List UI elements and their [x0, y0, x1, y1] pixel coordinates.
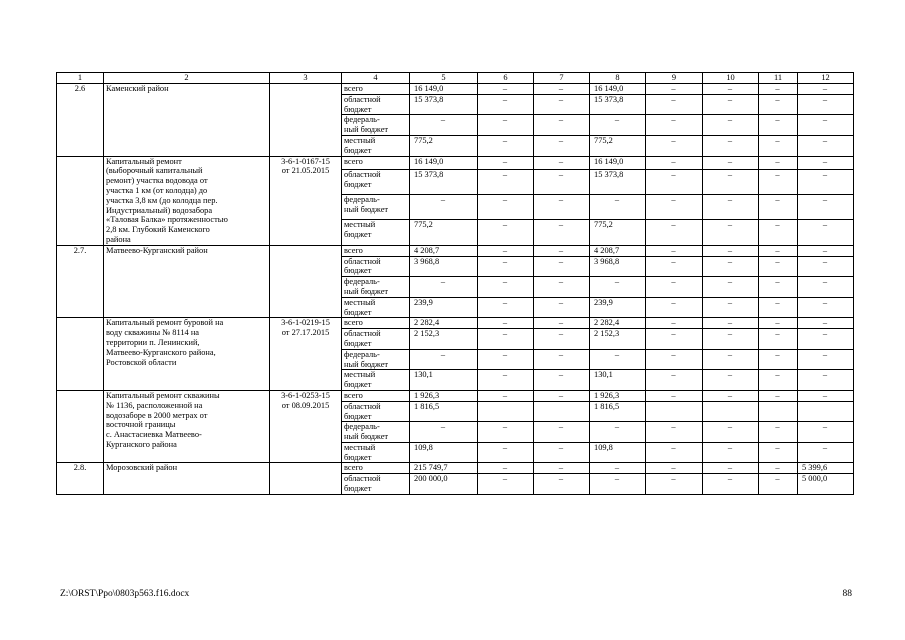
value-cell: – — [478, 135, 534, 156]
value-cell: – — [798, 195, 854, 220]
value-cell: – — [534, 94, 590, 115]
value-cell: – — [759, 463, 798, 474]
value-cell: – — [534, 156, 590, 169]
section-number: 2.8. — [57, 463, 104, 494]
value-cell: – — [703, 370, 759, 391]
value-cell: – — [534, 277, 590, 298]
value-cell: – — [534, 422, 590, 443]
value-cell: – — [646, 245, 703, 256]
value-cell: – — [759, 390, 798, 401]
value-cell: 15 373,8 — [410, 94, 478, 115]
value-cell: – — [759, 329, 798, 350]
table-header-row — [57, 73, 854, 84]
funding-source: областной бюджет — [342, 329, 410, 350]
value-cell: 5 000,0 — [798, 474, 854, 495]
value-cell: 775,2 — [410, 135, 478, 156]
value-cell: – — [759, 256, 798, 277]
value-cell: – — [534, 442, 590, 463]
value-cell: – — [590, 277, 646, 298]
value-cell: – — [410, 115, 478, 136]
value-cell: – — [703, 349, 759, 370]
value-cell: – — [534, 220, 590, 245]
column-header: 2 — [104, 73, 270, 84]
value-cell: 1 926,3 — [410, 390, 478, 401]
value-cell: – — [798, 370, 854, 391]
value-cell: – — [703, 422, 759, 443]
value-cell: – — [534, 463, 590, 474]
value-cell: 2 152,3 — [590, 329, 646, 350]
value-cell: – — [703, 84, 759, 95]
value-cell: – — [534, 474, 590, 495]
value-cell: – — [534, 135, 590, 156]
value-cell: – — [478, 442, 534, 463]
value-cell: 775,2 — [590, 135, 646, 156]
page-number: 88 — [842, 589, 852, 599]
funding-source: всего — [342, 390, 410, 401]
document-code: 3-6-1-0219-15 от 27.17.2015 — [270, 318, 342, 391]
value-cell: – — [703, 474, 759, 495]
value-cell: – — [759, 84, 798, 95]
value-cell: 3 968,8 — [590, 256, 646, 277]
value-cell: – — [646, 115, 703, 136]
value-cell: – — [759, 442, 798, 463]
table-row — [57, 245, 854, 256]
funding-source: федераль- ный бюджет — [342, 115, 410, 136]
value-cell: – — [590, 474, 646, 495]
column-header: 4 — [342, 73, 410, 84]
value-cell: 1 816,5 — [410, 401, 478, 422]
value-cell: 239,9 — [410, 297, 478, 318]
value-cell: 215 749,7 — [410, 463, 478, 474]
value-cell: – — [534, 297, 590, 318]
value-cell: 5 399,6 — [798, 463, 854, 474]
column-header: 6 — [478, 73, 534, 84]
value-cell: – — [478, 256, 534, 277]
value-cell: – — [646, 277, 703, 298]
object-name: Капитальный ремонт (выборочный капитальный ремонт) участка водовода от участка 1 км (от колодца) до участка 3,8 км (до колодца пер. Индустриальный) водозабора «Таловая Балка» протяженностью 2,8 км. Глубокий Каменского района — [104, 156, 270, 245]
value-cell: 16 149,0 — [590, 156, 646, 169]
value-cell: – — [703, 115, 759, 136]
value-cell: 2 152,3 — [410, 329, 478, 350]
funding-source: местный бюджет — [342, 135, 410, 156]
value-cell: 1 816,5 — [590, 401, 646, 422]
value-cell: – — [534, 329, 590, 350]
value-cell: – — [798, 84, 854, 95]
value-cell: – — [590, 463, 646, 474]
value-cell: – — [798, 329, 854, 350]
column-header: 11 — [759, 73, 798, 84]
value-cell: – — [798, 297, 854, 318]
value-cell: – — [759, 115, 798, 136]
value-cell: – — [534, 349, 590, 370]
value-cell: – — [703, 245, 759, 256]
value-cell: – — [798, 169, 854, 194]
column-header: 9 — [646, 73, 703, 84]
funding-source: всего — [342, 84, 410, 95]
value-cell: – — [759, 169, 798, 194]
object-name: Морозовский район — [104, 463, 270, 494]
footer-file-path: Z:\ORST\Ppo\0803p563.f16.docx — [60, 589, 190, 599]
value-cell: – — [534, 256, 590, 277]
value-cell: – — [478, 169, 534, 194]
value-cell — [646, 401, 703, 422]
value-cell: – — [478, 220, 534, 245]
value-cell: – — [478, 84, 534, 95]
value-cell: 775,2 — [590, 220, 646, 245]
value-cell: – — [703, 390, 759, 401]
value-cell: – — [759, 245, 798, 256]
value-cell: – — [759, 277, 798, 298]
value-cell: – — [703, 256, 759, 277]
value-cell: – — [646, 318, 703, 329]
value-cell: – — [534, 318, 590, 329]
value-cell: – — [798, 277, 854, 298]
value-cell: – — [478, 349, 534, 370]
funding-source: всего — [342, 463, 410, 474]
value-cell — [478, 401, 534, 422]
value-cell: – — [478, 318, 534, 329]
value-cell: – — [798, 256, 854, 277]
value-cell: – — [646, 169, 703, 194]
value-cell: – — [478, 422, 534, 443]
value-cell: – — [478, 115, 534, 136]
table-row — [57, 156, 854, 169]
value-cell: – — [478, 94, 534, 115]
value-cell: – — [759, 370, 798, 391]
value-cell: – — [798, 318, 854, 329]
value-cell: – — [590, 422, 646, 443]
value-cell: – — [798, 390, 854, 401]
funding-source: федераль- ный бюджет — [342, 422, 410, 443]
value-cell: – — [759, 474, 798, 495]
value-cell: – — [798, 115, 854, 136]
value-cell: 16 149,0 — [410, 156, 478, 169]
value-cell: – — [646, 195, 703, 220]
value-cell — [703, 401, 759, 422]
table-row — [57, 463, 854, 474]
value-cell: – — [478, 390, 534, 401]
funding-source: областной бюджет — [342, 94, 410, 115]
value-cell: 1 926,3 — [590, 390, 646, 401]
value-cell: – — [759, 94, 798, 115]
object-name: Каменский район — [104, 84, 270, 157]
value-cell: 16 149,0 — [410, 84, 478, 95]
value-cell: – — [798, 422, 854, 443]
value-cell: 109,8 — [590, 442, 646, 463]
value-cell: – — [703, 94, 759, 115]
value-cell: – — [646, 474, 703, 495]
value-cell: – — [703, 156, 759, 169]
value-cell: – — [478, 329, 534, 350]
value-cell: – — [646, 442, 703, 463]
funding-source: областной бюджет — [342, 169, 410, 194]
column-header: 3 — [270, 73, 342, 84]
value-cell: – — [646, 422, 703, 443]
value-cell: – — [646, 135, 703, 156]
value-cell: – — [534, 245, 590, 256]
funding-source: местный бюджет — [342, 220, 410, 245]
value-cell — [534, 401, 590, 422]
value-cell: – — [759, 195, 798, 220]
value-cell: – — [646, 463, 703, 474]
value-cell: – — [798, 156, 854, 169]
value-cell: 4 208,7 — [410, 245, 478, 256]
funding-source: местный бюджет — [342, 370, 410, 391]
value-cell: – — [410, 195, 478, 220]
value-cell: – — [798, 220, 854, 245]
column-header: 1 — [57, 73, 104, 84]
value-cell: – — [798, 94, 854, 115]
column-header: 8 — [590, 73, 646, 84]
value-cell: – — [759, 220, 798, 245]
document-code — [270, 463, 342, 494]
value-cell: 2 282,4 — [410, 318, 478, 329]
value-cell: – — [646, 370, 703, 391]
value-cell: – — [534, 370, 590, 391]
value-cell: – — [646, 297, 703, 318]
funding-source: федераль- ный бюджет — [342, 277, 410, 298]
value-cell: – — [798, 349, 854, 370]
value-cell: – — [703, 135, 759, 156]
object-name: Капитальный ремонт буровой на воду скважины № 8114 на территории п. Ленинский, Матвеево-Курганского района, Ростовской области — [104, 318, 270, 391]
value-cell: – — [534, 390, 590, 401]
funding-source: федераль- ный бюджет — [342, 349, 410, 370]
value-cell: – — [410, 277, 478, 298]
value-cell: – — [534, 115, 590, 136]
value-cell: – — [590, 115, 646, 136]
funding-source: областной бюджет — [342, 474, 410, 495]
value-cell: 15 373,8 — [410, 169, 478, 194]
value-cell: – — [410, 349, 478, 370]
funding-source: федераль- ный бюджет — [342, 195, 410, 220]
value-cell: – — [759, 318, 798, 329]
value-cell: – — [590, 195, 646, 220]
value-cell: – — [798, 135, 854, 156]
funding-source: областной бюджет — [342, 256, 410, 277]
value-cell: 3 968,8 — [410, 256, 478, 277]
value-cell: – — [478, 474, 534, 495]
value-cell: – — [703, 220, 759, 245]
value-cell: – — [646, 220, 703, 245]
value-cell: – — [646, 84, 703, 95]
value-cell: 16 149,0 — [590, 84, 646, 95]
value-cell: 2 282,4 — [590, 318, 646, 329]
column-header: 12 — [798, 73, 854, 84]
funding-source: всего — [342, 156, 410, 169]
document-code — [270, 84, 342, 157]
funding-source: областной бюджет — [342, 401, 410, 422]
value-cell: – — [703, 277, 759, 298]
document-code: 3-6-1-0253-15 от 08.09.2015 — [270, 390, 342, 463]
value-cell: – — [703, 329, 759, 350]
value-cell: 4 208,7 — [590, 245, 646, 256]
section-number — [57, 318, 104, 391]
value-cell: 15 373,8 — [590, 94, 646, 115]
value-cell: – — [759, 156, 798, 169]
value-cell: – — [646, 349, 703, 370]
value-cell: – — [703, 442, 759, 463]
value-cell: 200 000,0 — [410, 474, 478, 495]
value-cell: – — [478, 297, 534, 318]
section-number — [57, 156, 104, 245]
column-header: 10 — [703, 73, 759, 84]
value-cell: – — [798, 245, 854, 256]
value-cell: – — [703, 463, 759, 474]
document-code: 3-6-1-0167-15 от 21.05.2015 — [270, 156, 342, 245]
object-name: Матвеево-Курганский район — [104, 245, 270, 318]
value-cell: – — [534, 84, 590, 95]
section-number — [57, 390, 104, 463]
value-cell: 109,8 — [410, 442, 478, 463]
value-cell: – — [646, 390, 703, 401]
value-cell — [759, 401, 798, 422]
value-cell: – — [646, 94, 703, 115]
value-cell: – — [534, 169, 590, 194]
funding-source: всего — [342, 245, 410, 256]
section-number: 2.7. — [57, 245, 104, 318]
value-cell: 775,2 — [410, 220, 478, 245]
value-cell: – — [646, 156, 703, 169]
value-cell: – — [478, 195, 534, 220]
value-cell: – — [759, 135, 798, 156]
section-number: 2.6 — [57, 84, 104, 157]
value-cell: – — [590, 349, 646, 370]
value-cell: – — [410, 422, 478, 443]
value-cell: 130,1 — [590, 370, 646, 391]
value-cell: – — [759, 422, 798, 443]
column-header: 7 — [534, 73, 590, 84]
value-cell: – — [646, 256, 703, 277]
value-cell: – — [478, 245, 534, 256]
funding-source: всего — [342, 318, 410, 329]
table-row — [57, 390, 854, 401]
table-row — [57, 84, 854, 95]
value-cell: – — [646, 329, 703, 350]
funding-source: местный бюджет — [342, 297, 410, 318]
column-header: 5 — [410, 73, 478, 84]
document-code — [270, 245, 342, 318]
value-cell — [798, 401, 854, 422]
budget-table — [56, 72, 854, 495]
value-cell: 15 373,8 — [590, 169, 646, 194]
value-cell: – — [798, 442, 854, 463]
value-cell: 239,9 — [590, 297, 646, 318]
value-cell: – — [703, 297, 759, 318]
value-cell: – — [478, 156, 534, 169]
value-cell: 130,1 — [410, 370, 478, 391]
value-cell: – — [478, 277, 534, 298]
value-cell: – — [703, 195, 759, 220]
value-cell: – — [478, 463, 534, 474]
value-cell: – — [703, 318, 759, 329]
value-cell: – — [703, 169, 759, 194]
value-cell: – — [759, 297, 798, 318]
value-cell: – — [759, 349, 798, 370]
value-cell: – — [478, 370, 534, 391]
table-row — [57, 318, 854, 329]
value-cell: – — [534, 195, 590, 220]
funding-source: местный бюджет — [342, 442, 410, 463]
object-name: Капитальный ремонт скважины № 1136, расположенной на водозаборе в 2000 метрах от восточной границы с. Анастасиевка Матвеево- Курганского района — [104, 390, 270, 463]
